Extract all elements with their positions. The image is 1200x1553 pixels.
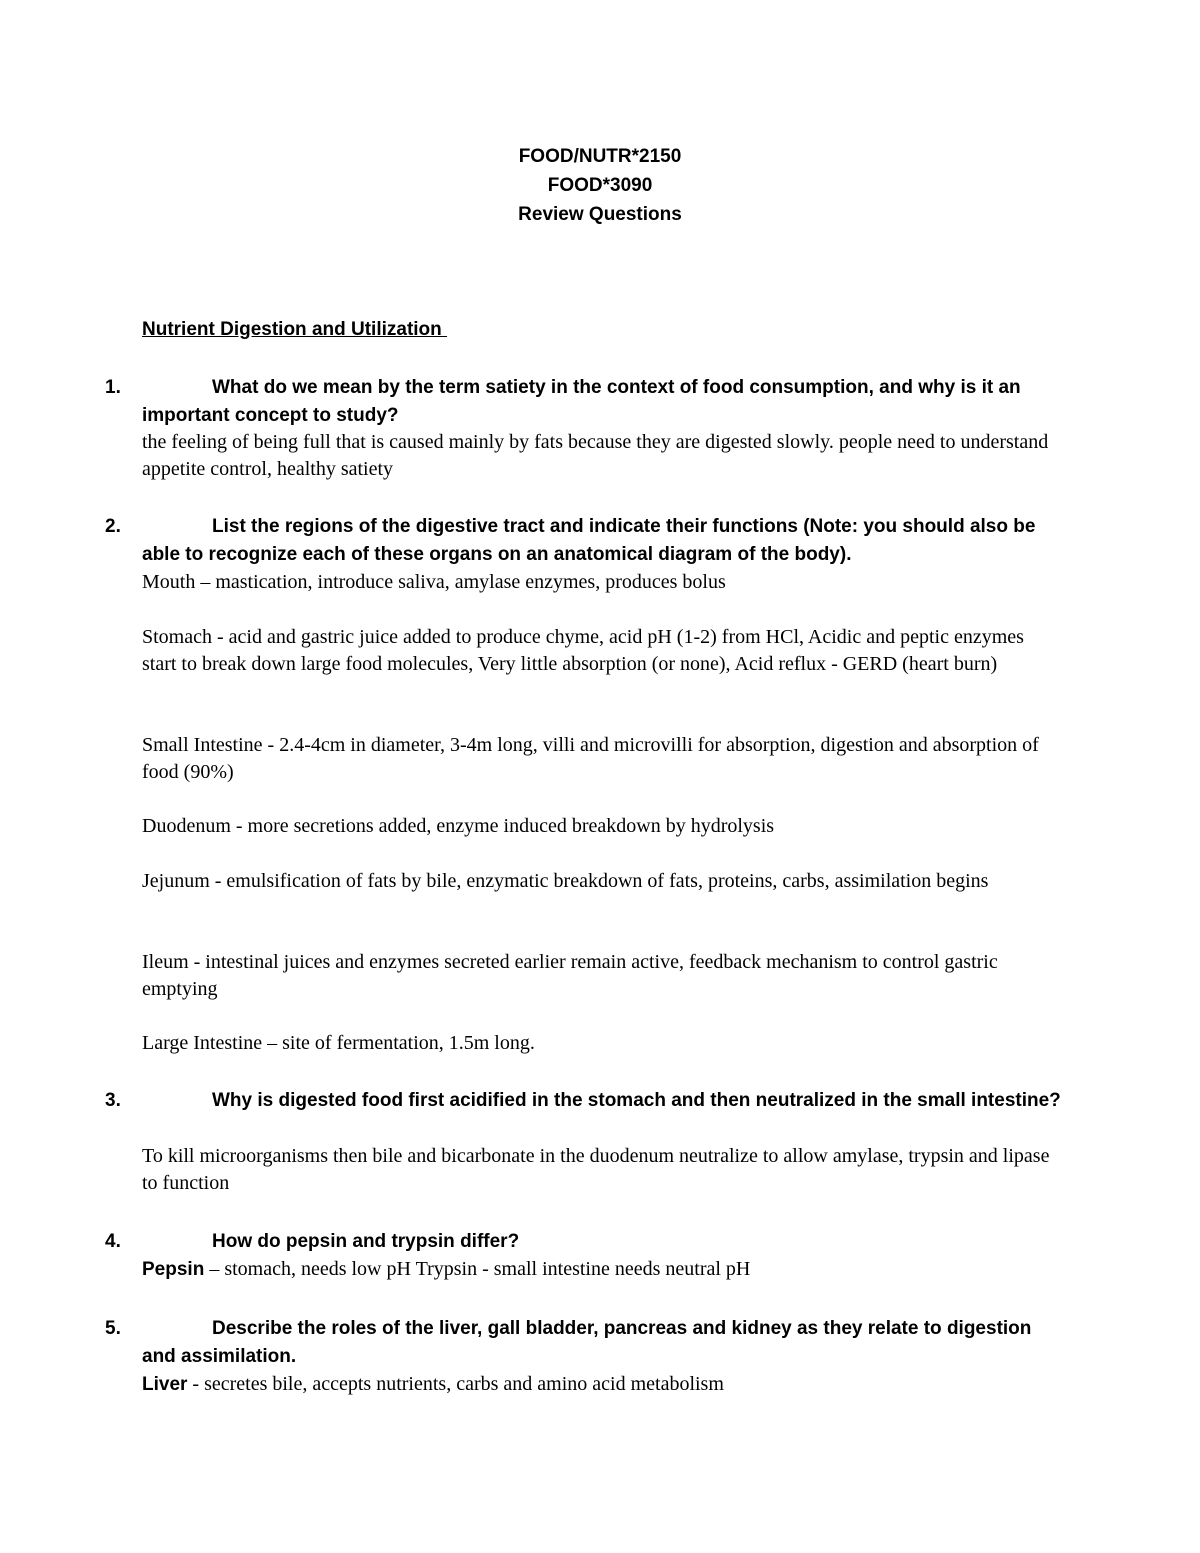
question-number: 3. xyxy=(105,1090,121,1111)
course-code-secondary: FOOD*3090 xyxy=(547,175,653,196)
answer-detail: – stomach, needs low pH Trypsin - small intestine needs neutral pH xyxy=(204,1258,751,1280)
answer-paragraph: Stomach - acid and gastric juice added to produce chyme, acid pH (1-2) from HCl, Acidic and peptic enzymes start to break down large food molecules, Very little absorption (or none), Acid reflux - GERD (heart burn) xyxy=(142,626,1024,675)
section-title: Nutrient Digestion and Utilization xyxy=(142,319,448,340)
answer-paragraph xyxy=(142,1371,1062,1398)
question-text: Describe the roles of the liver, gall bladder, pancreas and kidney as they relate to digestion and assimilation. xyxy=(142,1318,1032,1367)
answer-paragraph: To kill microorganisms then bile and bicarbonate in the duodenum neutralize to allow amylase, trypsin and lipase to function xyxy=(142,1145,1050,1194)
answer-paragraph: Jejunum - emulsification of fats by bile, enzymatic breakdown of fats, proteins, carbs, assimilation begins xyxy=(142,870,989,892)
answer-term: Liver xyxy=(142,1374,188,1395)
question-text: List the regions of the digestive tract and indicate their functions (Note: you should also be able to recognize each of these organs on an anatomical diagram of the body). xyxy=(142,516,1036,565)
answer-paragraph: Mouth – mastication, introduce saliva, amylase enzymes, produces bolus xyxy=(142,571,726,593)
question-text: How do pepsin and trypsin differ? xyxy=(212,1231,520,1252)
answer-term: Pepsin xyxy=(142,1259,205,1280)
question-number: 4. xyxy=(105,1231,121,1252)
answer-paragraph: the feeling of being full that is caused mainly by fats because they are digested slowly. people need to understand appetite control, healthy satiety xyxy=(142,431,1049,480)
answer-paragraph xyxy=(142,1256,1062,1283)
answer-paragraph: Small Intestine - 2.4-4cm in diameter, 3-4m long, villi and microvilli for absorption, digestion and absorption of food (90%) xyxy=(142,734,1039,783)
question-number: 1. xyxy=(105,377,121,398)
question-number: 5. xyxy=(105,1318,121,1339)
answer-paragraph: Duodenum - more secretions added, enzyme induced breakdown by hydrolysis xyxy=(142,815,775,837)
question-number: 2. xyxy=(105,516,121,537)
document-title: Review Questions xyxy=(518,204,682,225)
question-text: Why is digested food first acidified in the stomach and then neutralized in the small intestine? xyxy=(212,1090,1061,1111)
question-text: What do we mean by the term satiety in the context of food consumption, and why is it an important concept to study? xyxy=(142,377,1021,426)
course-code-primary: FOOD/NUTR*2150 xyxy=(518,146,682,167)
answer-paragraph: Large Intestine – site of fermentation, 1.5m long. xyxy=(142,1032,535,1054)
document-header xyxy=(0,142,1200,229)
answer-paragraph: Ileum - intestinal juices and enzymes secreted earlier remain active, feedback mechanism to control gastric emptying xyxy=(142,951,998,1000)
answer-detail: - secretes bile, accepts nutrients, carbs and amino acid metabolism xyxy=(187,1373,724,1395)
